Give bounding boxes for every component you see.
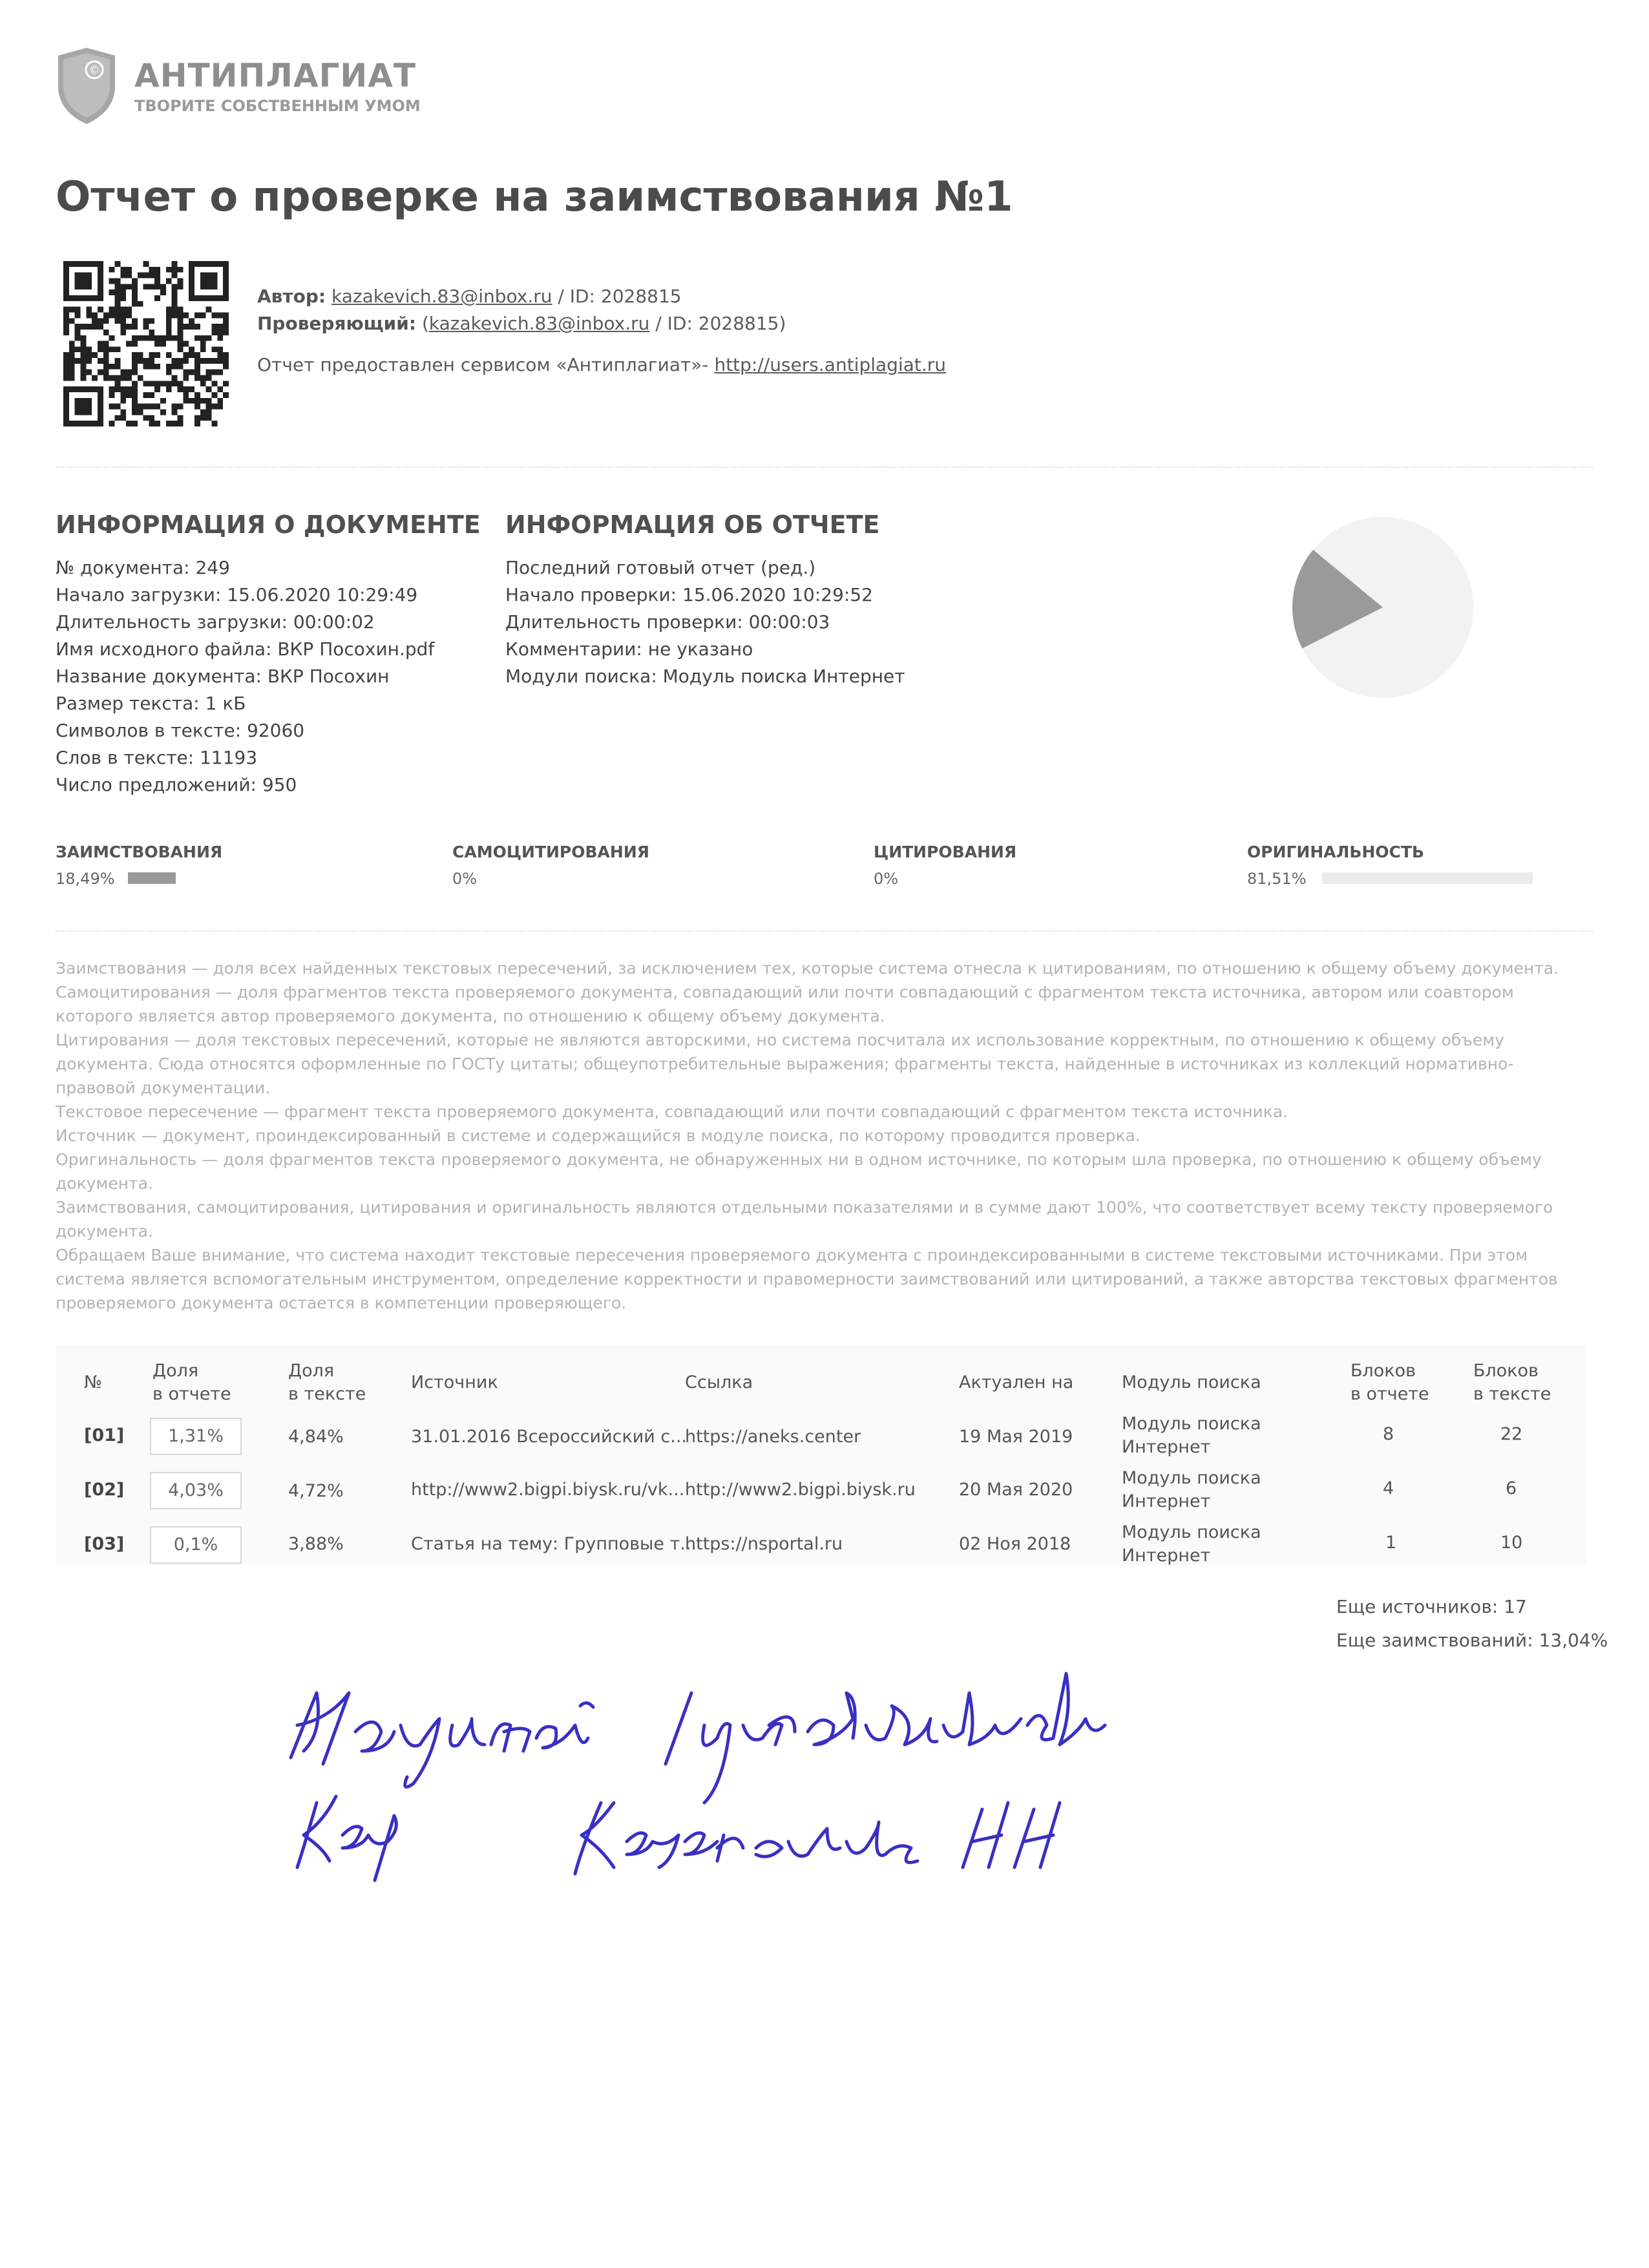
checker-label: Проверяющий: [257, 313, 417, 334]
checker-email-link[interactable]: kazakevich.83@inbox.ru [428, 313, 650, 334]
row-link[interactable]: https://nsportal.ru [685, 1534, 843, 1554]
row-share-text: 3,88% [288, 1534, 344, 1554]
row-blocks-text: 22 [1500, 1424, 1523, 1444]
qr-code-icon [63, 261, 229, 426]
row-module-line: Модуль поиска [1122, 1468, 1261, 1488]
logo-symbol: © [89, 64, 100, 77]
stat-borrowing-value: 18,49% [56, 870, 115, 888]
author-email-link[interactable]: kazakevich.83@inbox.ru [331, 286, 552, 307]
doc-info-line: Слов в тексте: 11193 [56, 747, 258, 768]
definition-paragraph: Самоцитирования — доля фрагментов текста проверяемого документа, совпадающий или почти совпадающий с фрагментом текста источника, автором или соавтором которого является автор проверяемого документа, по отношению к общему объему документа. [56, 983, 1514, 1025]
stat-originality-label: ОРИГИНАЛЬНОСТЬ [1247, 843, 1425, 861]
th-link: Ссылка [685, 1372, 753, 1392]
th-share-report-line: Доля [152, 1361, 199, 1381]
row-module-line: Интернет [1122, 1437, 1211, 1457]
row-actual: 02 Ноя 2018 [959, 1534, 1071, 1554]
service-text: Отчет предоставлен сервисом «Антиплагиат»- [257, 354, 709, 375]
row-blocks-text: 10 [1500, 1533, 1523, 1553]
row-module [1122, 1412, 1261, 1459]
row-link[interactable]: http://www2.bigpi.biysk.ru [685, 1480, 916, 1500]
report-info-line: Последний готовый отчет (ред.) [505, 557, 816, 578]
row-num: [03] [84, 1534, 125, 1554]
row-share-text: 4,84% [288, 1427, 344, 1447]
doc-info-line: Число предложений: 950 [56, 774, 297, 795]
stat-originality-value: 81,51% [1247, 870, 1307, 888]
doc-info-heading: ИНФОРМАЦИЯ О ДОКУМЕНТЕ [56, 510, 481, 539]
stat-borrowing-label: ЗАИМСТВОВАНИЯ [56, 843, 223, 861]
doc-info-line: № документа: 249 [56, 557, 230, 578]
doc-info-line: Название документа: ВКР Посохин [56, 666, 390, 687]
th-share-text-line: Доля [288, 1361, 335, 1381]
th-blocks-report [1350, 1360, 1429, 1406]
doc-info-line: Размер текста: 1 кБ [56, 693, 246, 714]
row-blocks-report: 1 [1385, 1533, 1397, 1553]
stat-self-citation-label: САМОЦИТИРОВАНИЯ [452, 843, 649, 861]
doc-info-line: Имя исходного файла: ВКР Посохин.pdf [56, 638, 435, 660]
definitions-block [56, 956, 1587, 1315]
logo-subtitle: ТВОРИТЕ СОБСТВЕННЫМ УМОМ [134, 97, 421, 115]
th-share-report [152, 1360, 231, 1406]
row-source[interactable]: Статья на тему: Групповые т... [411, 1534, 697, 1554]
definition-paragraph: Оригинальность — доля фрагментов текста проверяемого документа, не обнаруженных ни в одном источнике, по которым шла проверка, по отношению к общему объему документа. [56, 1150, 1542, 1193]
doc-info-line: Символов в тексте: 92060 [56, 720, 305, 741]
checker-line [257, 313, 786, 334]
row-share-report[interactable]: 1,31% [150, 1418, 242, 1455]
row-link[interactable]: https://aneks.center [685, 1427, 861, 1447]
definition-paragraph: Цитирования — доля текстовых пересечений, которые не являются авторскими, но система посчитала их использование корректным, по отношению к общему объему документа. Сюда относятся оформленные по ГОСТу цитаты; общеупотребительные выражения; фрагменты текста, найденные в источниках из коллекций нормативно-правовой документации. [56, 1031, 1514, 1097]
report-title: Отчет о проверке на заимствования №1 [56, 173, 1013, 221]
doc-info-line: Начало загрузки: 15.06.2020 10:29:49 [56, 584, 418, 605]
row-blocks-report: 8 [1383, 1424, 1394, 1444]
divider [56, 467, 1593, 468]
stat-citation-label: ЦИТИРОВАНИЯ [874, 843, 1017, 861]
row-actual: 20 Мая 2020 [959, 1480, 1073, 1500]
row-blocks-text: 6 [1506, 1478, 1517, 1498]
service-url-link[interactable]: http://users.antiplagiat.ru [714, 354, 947, 375]
report-info-heading: ИНФОРМАЦИЯ ОБ ОТЧЕТЕ [505, 510, 880, 539]
row-source[interactable]: http://www2.bigpi.biysk.ru/vk... [411, 1480, 685, 1500]
more-sources: Еще источников: 17 [1336, 1596, 1527, 1617]
doc-info-line: Длительность загрузки: 00:00:02 [56, 611, 375, 633]
th-blocks-text-line: Блоков [1473, 1361, 1539, 1381]
th-num: № [84, 1372, 103, 1392]
definition-paragraph: Заимствования, самоцитирования, цитирования и оригинальность являются отдельными показателями и в сумме дают 100%, что соответствует всему тексту проверяемого документа. [56, 1198, 1553, 1241]
stat-borrowing-bar [128, 872, 176, 884]
definition-paragraph: Обращаем Ваше внимание, что система находит текстовые пересечения проверяемого документа с проиндексированными в системе текстовыми источниками. При этом система является вспомогательным инструментом, определение корректности и правомерности заимствований или цитирований, а также авторства текстовых фрагментов проверяемого документа остается в компетенции проверяющего. [56, 1246, 1558, 1312]
logo-title: АНТИПЛАГИАТ [134, 57, 417, 94]
checker-id: / ID: 2028815) [655, 313, 786, 334]
report-info-line: Комментарии: не указано [505, 638, 753, 660]
report-info-list [505, 554, 905, 690]
handwritten-signature [278, 1654, 1286, 1887]
th-share-text [288, 1360, 366, 1406]
author-label: Автор: [257, 286, 326, 307]
row-share-report[interactable]: 4,03% [150, 1472, 242, 1509]
row-share-report[interactable]: 0,1% [150, 1526, 242, 1564]
more-borrowings: Еще заимствований: 13,04% [1336, 1630, 1608, 1651]
row-actual: 19 Мая 2019 [959, 1427, 1073, 1447]
row-module-line: Интернет [1122, 1491, 1211, 1511]
th-blocks-report-line: Блоков [1350, 1361, 1416, 1381]
row-module-line: Модуль поиска [1122, 1414, 1261, 1434]
doc-info-list [56, 554, 434, 799]
row-module-line: Интернет [1122, 1546, 1211, 1566]
row-blocks-report: 4 [1383, 1478, 1394, 1498]
row-num: [01] [84, 1425, 125, 1445]
author-id: / ID: 2028815 [558, 286, 682, 307]
stat-originality-bar [1322, 872, 1533, 884]
row-module [1122, 1467, 1261, 1513]
th-share-report-line: в отчете [152, 1384, 231, 1404]
definition-paragraph: Источник — документ, проиндексированный в системе и содержащийся в модуле поиска, по которому проводится проверка. [56, 1126, 1140, 1145]
checker-open-paren: ( [421, 313, 429, 334]
row-module [1122, 1521, 1261, 1568]
row-source[interactable]: 31.01.2016 Всероссийский с... [411, 1427, 688, 1447]
report-info-line: Начало проверки: 15.06.2020 10:29:52 [505, 584, 873, 605]
th-blocks-text-line: в тексте [1473, 1384, 1551, 1404]
divider [56, 930, 1593, 932]
th-blocks-text [1473, 1360, 1551, 1406]
author-line [257, 286, 682, 307]
row-module-line: Модуль поиска [1122, 1522, 1261, 1542]
th-module: Модуль поиска [1122, 1372, 1261, 1392]
definition-paragraph: Заимствования — доля всех найденных текстовых пересечений, за исключением тех, которые система отнесла к цитированиям, по отношению к общему объему документа. [56, 959, 1559, 978]
report-info-line: Длительность проверки: 00:00:03 [505, 611, 830, 633]
th-blocks-report-line: в отчете [1350, 1384, 1429, 1404]
th-actual: Актуален на [959, 1372, 1074, 1392]
th-source: Источник [411, 1372, 498, 1392]
report-info-line: Модули поиска: Модуль поиска Интернет [505, 666, 905, 687]
stat-self-citation-value: 0% [452, 870, 478, 888]
th-share-text-line: в тексте [288, 1384, 366, 1404]
originality-pie-chart [1286, 510, 1480, 704]
row-share-text: 4,72% [288, 1481, 344, 1501]
service-line [257, 354, 946, 375]
row-num: [02] [84, 1480, 125, 1500]
antiplagiat-logo-shield-icon [54, 47, 119, 125]
stat-citation-value: 0% [874, 870, 899, 888]
definition-paragraph: Текстовое пересечение — фрагмент текста проверяемого документа, совпадающий или почти совпадающий с фрагментом текста источника. [56, 1102, 1288, 1121]
